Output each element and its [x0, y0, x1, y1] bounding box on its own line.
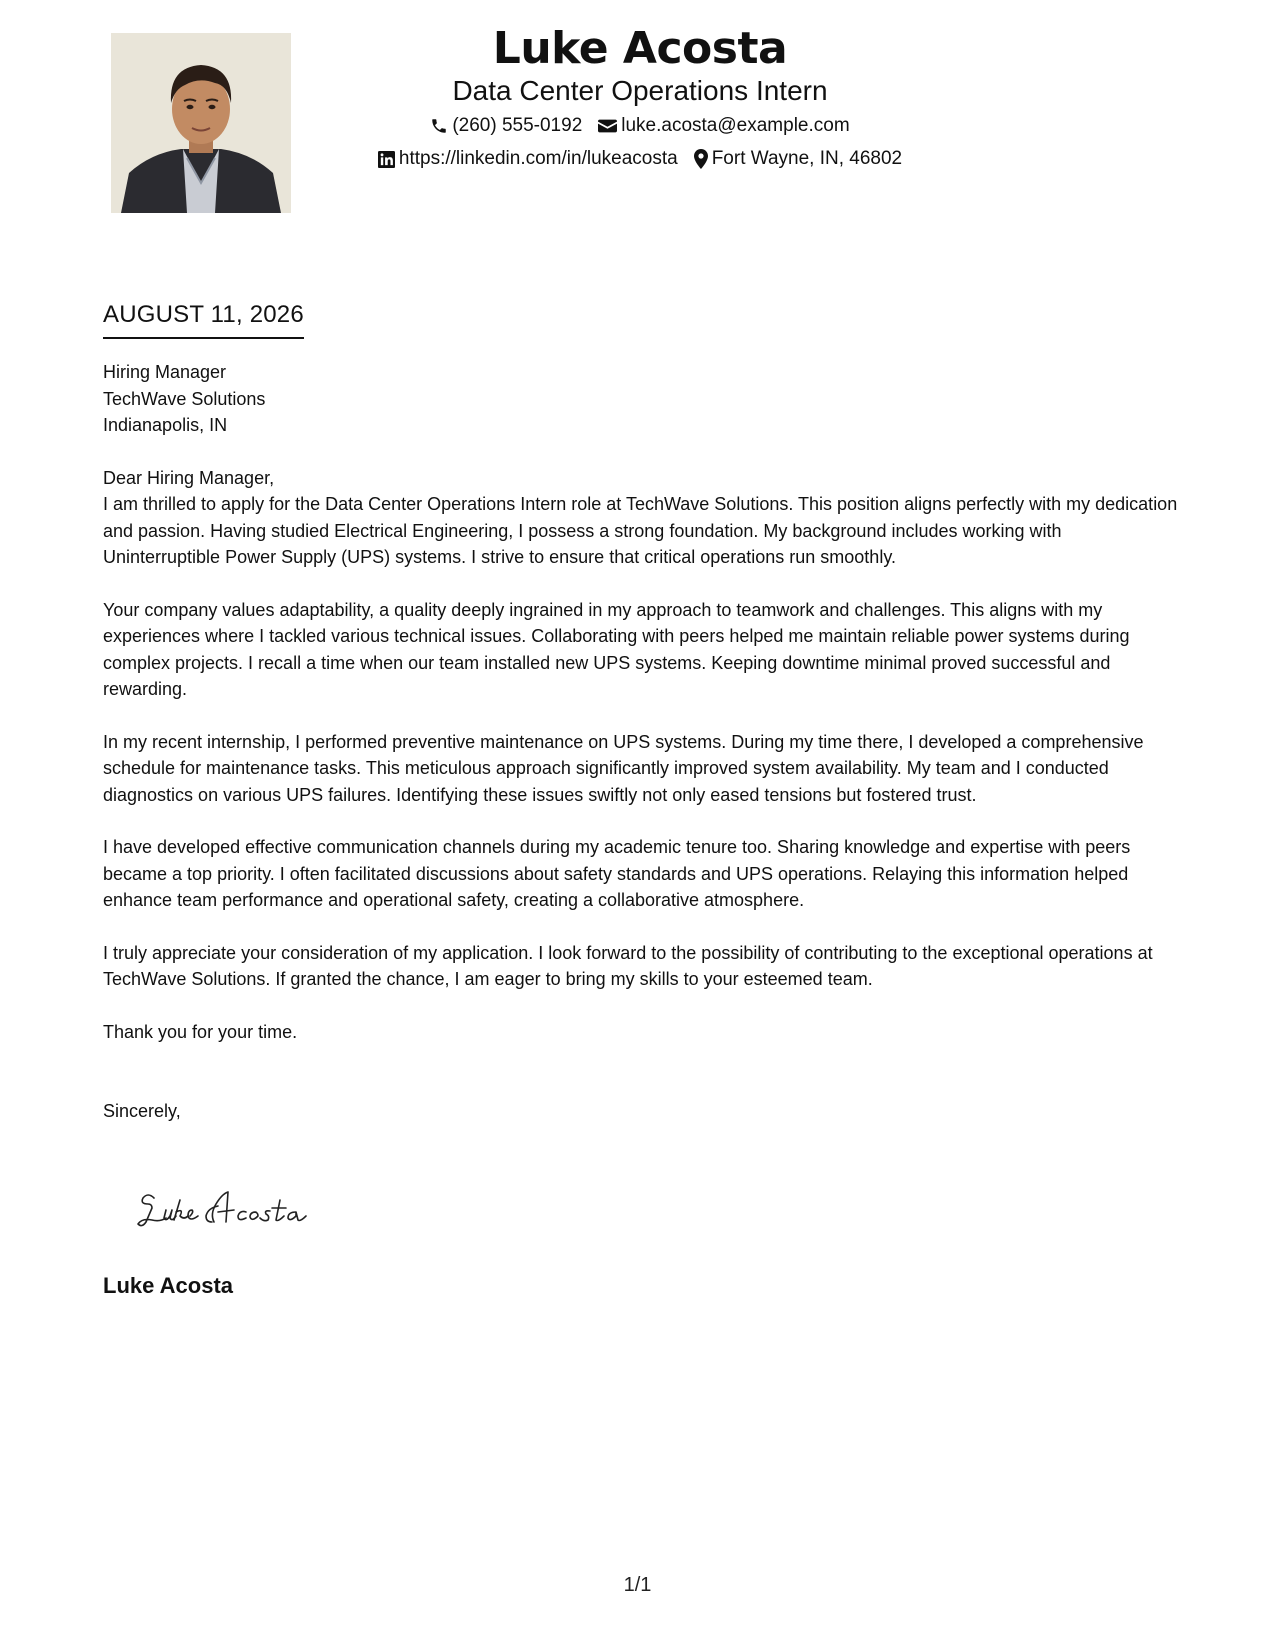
paragraph-5: I truly appreciate your consideration of my application. I look forward to the possibility of contributing to the exceptional operations at TechWave Solutions. If granted the chance, I am eager to bring my skills to your esteemed team. — [103, 942, 1153, 989]
phone-icon — [430, 117, 448, 135]
profile-photo — [111, 33, 291, 213]
page-number: 1/1 — [623, 1574, 652, 1596]
linkedin-icon — [378, 151, 395, 168]
paragraph-4: I have developed effective communication channels during my academic tenure too. Sharing knowledge and expertise with peers became a top priority. I often facilitated discussions about safety standards and UPS operations. Relaying this information helped enhance team performance and operational safety, creating a collaborative atmosphere. — [103, 837, 1131, 910]
recipient-block — [103, 359, 1183, 439]
closing: Sincerely, — [103, 1101, 181, 1121]
paragraph-1: I am thrilled to apply for the Data Center Operations Intern role at TechWave Solutions. This position aligns perfectly with my dedication and passion. Having studied Electrical Engineering, I possess a strong foundation. My background includes working with Uninterruptible Power Supply (UPS) systems. I strive to ensure that critical operations run smoothly. — [103, 494, 1178, 567]
salutation: Dear Hiring Manager, — [103, 467, 275, 488]
phone-contact — [430, 114, 582, 138]
letter-date: AUGUST 11, 2026 — [103, 299, 304, 339]
contact-row-secondary — [330, 147, 950, 171]
email-address[interactable]: luke.acosta@example.com — [621, 115, 850, 136]
contact-row-primary — [330, 114, 950, 138]
signed-name: Luke Acosta — [103, 1273, 234, 1298]
recipient-company: TechWave Solutions — [103, 388, 266, 409]
email-contact[interactable] — [598, 114, 849, 138]
paragraph-2: Your company values adaptability, a quality deeply ingrained in my approach to teamwork and challenges. This aligns with my experiences where I tackled various technical issues. Collaborating with peers helped me maintain reliable power systems during complex projects. I recall a time when our team installed new UPS systems. Keeping downtime minimal proved successful and rewarding. — [103, 599, 1130, 699]
phone-number: (260) 555-0192 — [452, 115, 583, 136]
job-title: Data Center Operations Intern — [452, 75, 828, 106]
recipient-city: Indianapolis, IN — [103, 415, 228, 435]
recipient-name: Hiring Manager — [103, 362, 227, 382]
map-marker-icon — [694, 149, 708, 169]
linkedin-url[interactable]: https://linkedin.com/in/lukeacosta — [398, 148, 678, 169]
location-text: Fort Wayne, IN, 46802 — [711, 148, 903, 169]
signature — [130, 1178, 370, 1238]
paragraph-3: In my recent internship, I performed preventive maintenance on UPS systems. During my time there, I developed a comprehensive schedule for maintenance tasks. This meticulous approach significantly improved system availability. My team and I conducted diagnostics on various UPS failures. Identifying these issues swiftly not only eased tensions but fostered trust. — [103, 731, 1144, 805]
envelope-icon — [598, 118, 617, 134]
thanks-line: Thank you for your time. — [103, 1021, 298, 1042]
letter-body — [103, 359, 1183, 1125]
applicant-name: Luke Acosta — [492, 23, 788, 74]
linkedin-contact[interactable] — [378, 147, 678, 171]
letter-header — [330, 22, 950, 171]
location-contact — [694, 147, 902, 171]
